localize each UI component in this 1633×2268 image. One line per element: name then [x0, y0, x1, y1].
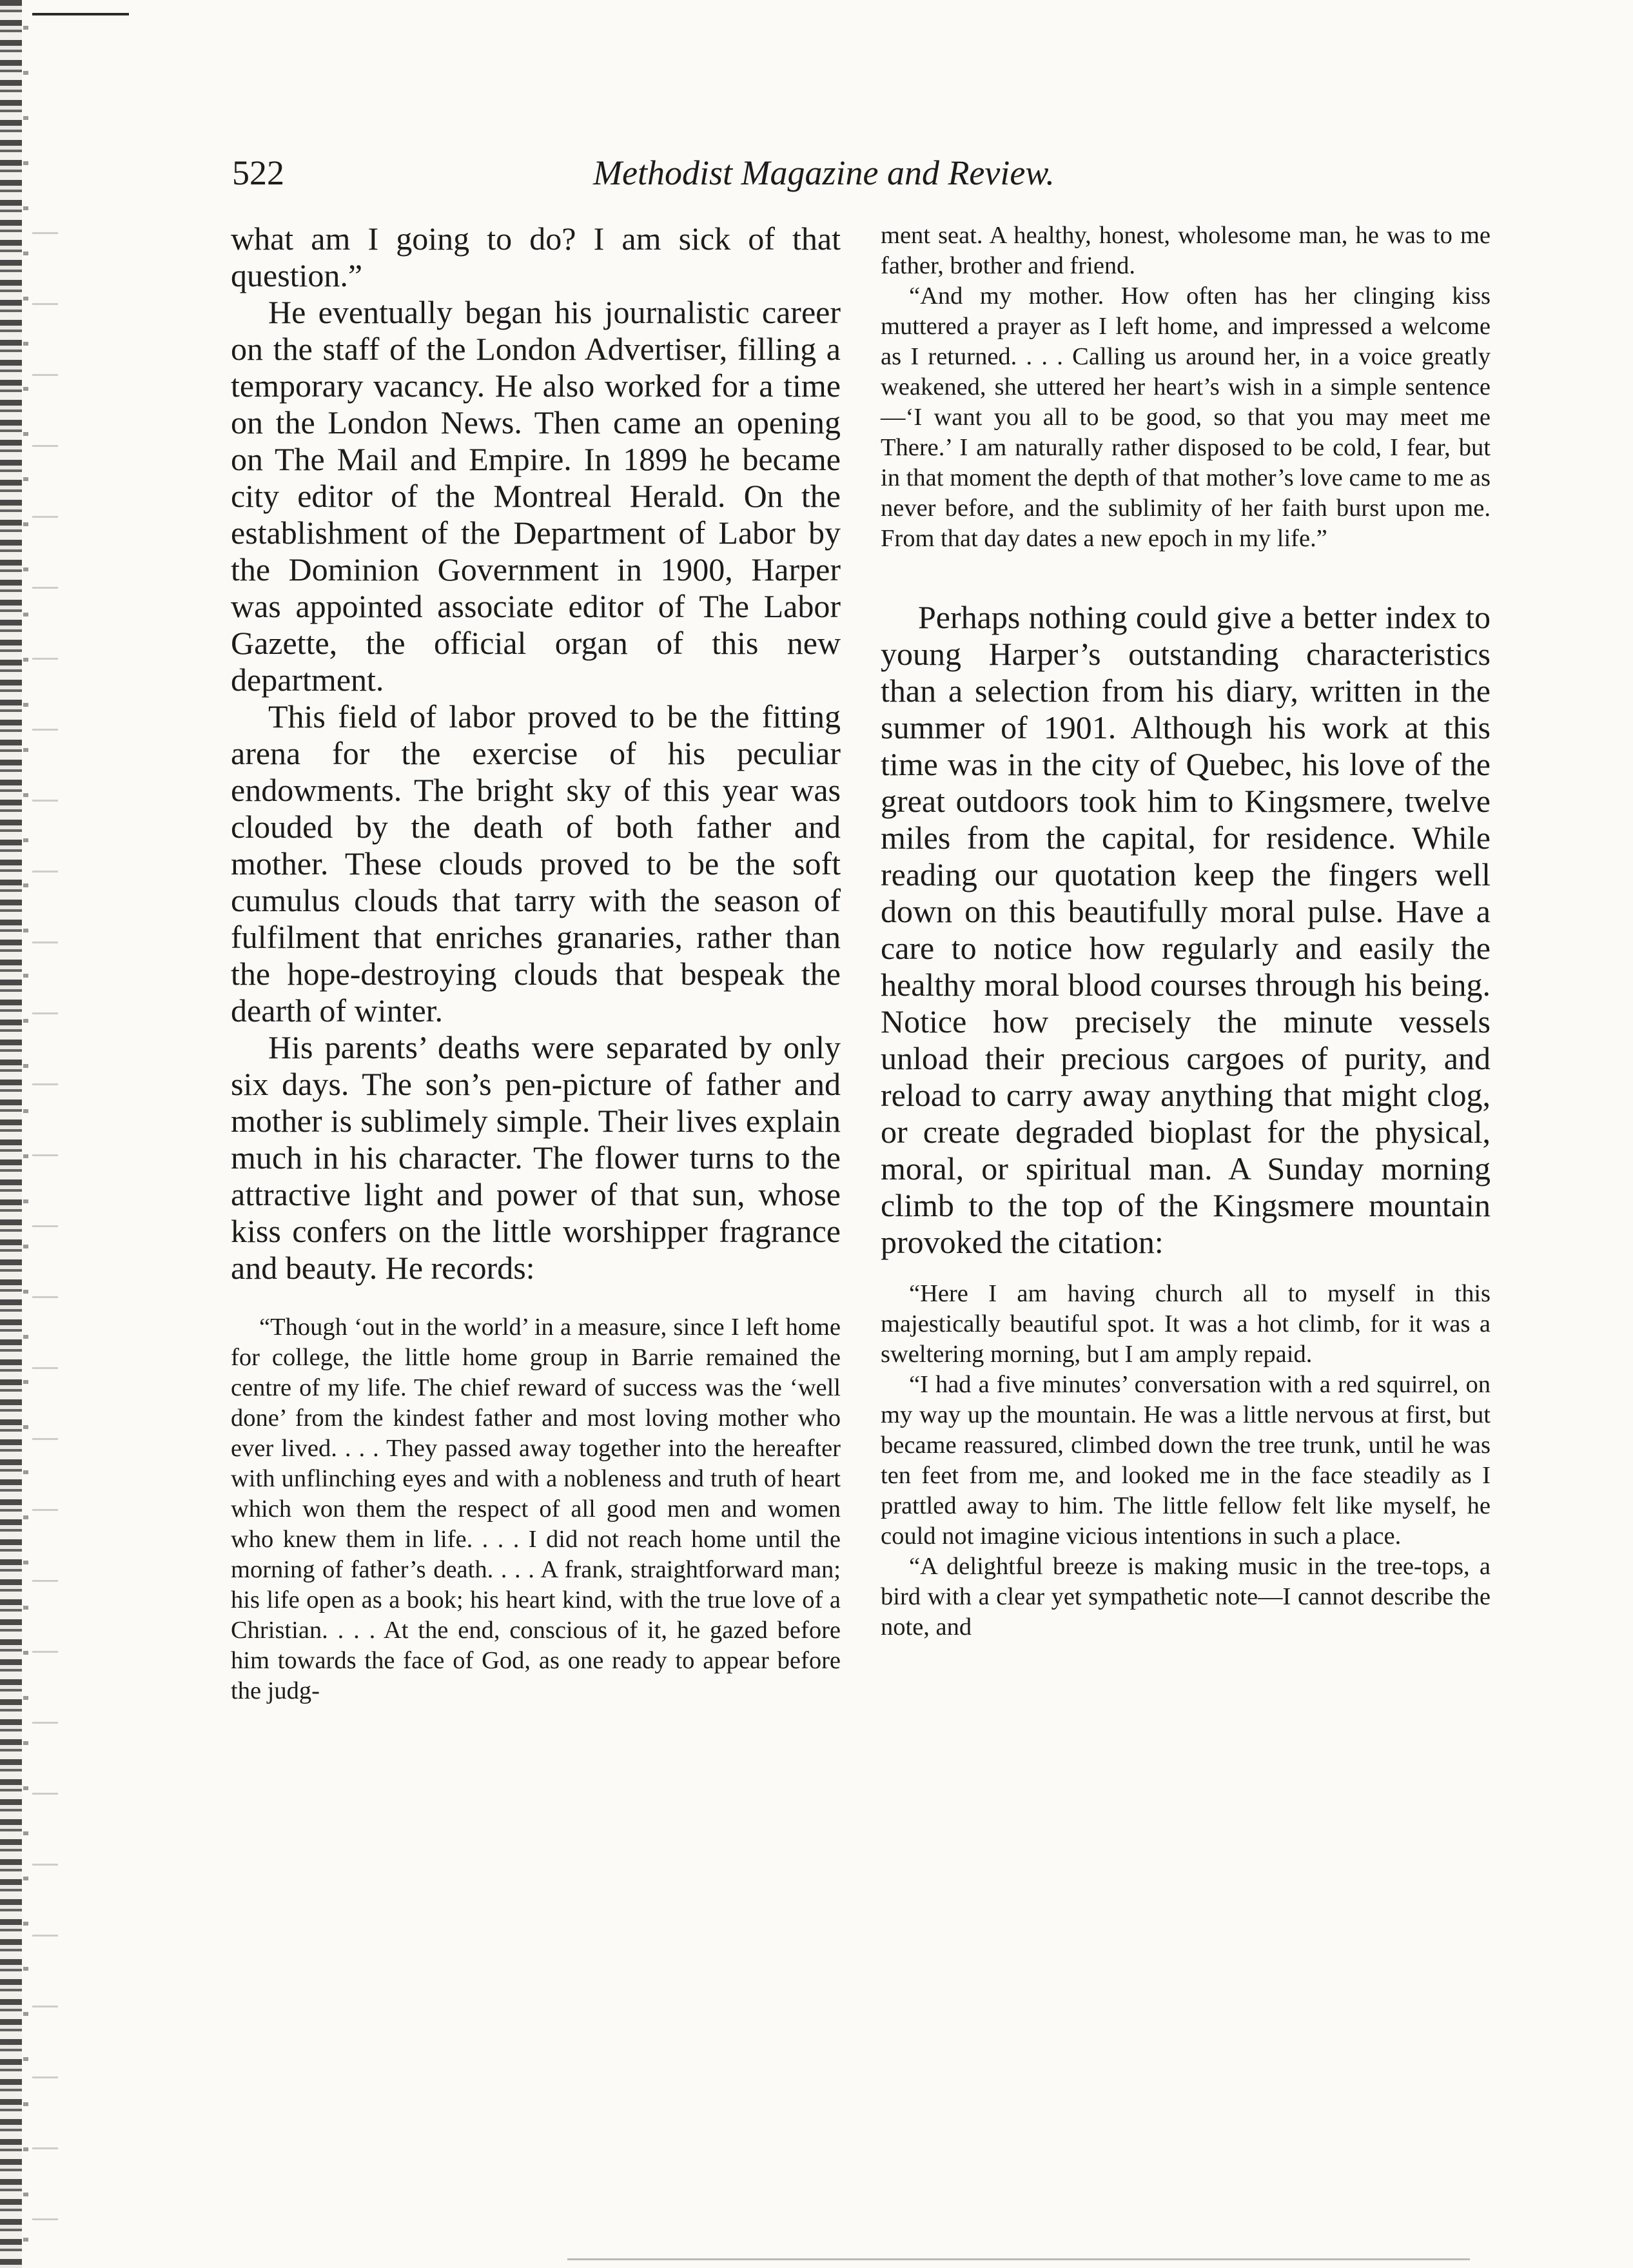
quote-parents-continued: ment seat. A healthy, honest, wholesome man, he was to me father, brother and friend.	[881, 222, 1491, 279]
right-column	[881, 221, 1491, 1642]
page-binding-shadow	[23, 0, 28, 2268]
paragraph-diary: Perhaps nothing could give a better index to young Harper’s outstanding characteristics than a selection from his diary, written in the summer of 1901. Although his work at this time was in the city of Quebec, his love of the great outdoors took him to Kingsmere, twelve miles from the capital, for residence. While reading our quotation keep the fingers well down on this beautifully moral pulse. Have a care to notice how regularly and easily the healthy moral blood courses through his being. Notice how precisely the minute vessels unload their precious cargoes of purity, and reload to carry away anything that might clog, or create degraded bioplast for the physical, moral, or spiritual man. A Sunday morning climb to the top of the Kingsmere mountain provoked the citation:	[881, 599, 1491, 1260]
paragraph-field-of-labor: This field of labor proved to be the fitting arena for the exercise of his peculiar endowments. The bright sky of this year was clouded by the death of both father and mother. These clouds proved to be the soft cumulus clouds that tarry with the season of fulfilment that enriches granaries, rather than the hope-destroying clouds that bespeak the dearth of winter.	[231, 698, 841, 1029]
left-column	[231, 221, 841, 1706]
quote-parents: “Though ‘out in the world’ in a measure, since I left home for college, the little home group in Barrie remained the centre of my life. The chief reward of success was the ‘well done’ from the kindest father and most loving mother who ever lived. . . . They passed away together into the hereafter with unflinching eyes and with a nobleness and truth of heart which won them the respect of all good men and women who knew them in life. . . . I did not reach home until the morning of father’s death. . . . A frank, straightforward man; his life open as a book; his heart kind, with the true love of a Christian. . . . At the end, conscious of it, he gazed before him towards the face of God, as one ready to appear before the judg-	[231, 1314, 841, 1704]
running-head: Methodist Magazine and Review.	[593, 153, 1055, 192]
page-header	[232, 147, 1173, 205]
paragraph-parents-deaths: His parents’ deaths were separated by only six days. The son’s pen-picture of father and mother is sublimely simple. Their lives explain much in his character. The flower turns to the attractive light and power of that sun, whose kiss confers on the little worshipper fragrance and beauty. He records:	[231, 1029, 841, 1286]
quote-squirrel: “I had a five minutes’ conversation with a red squirrel, on my way up the mountain. He was a little nervous at first, but became reassured, climbed down the tree trunk, until he was ten feet from me, and looked me in the face steadily as I prattled away to him. The little fellow felt like myself, he could not imagine vicious intentions in such a place.	[881, 1371, 1491, 1550]
quote-breeze: “A delightful breeze is making music in the tree-tops, a bird with a clear yet sympathetic note—I cannot describe the note, and	[881, 1553, 1491, 1641]
quote-mother: “And my mother. How often has her clinging kiss muttered a prayer as I left home, and impressed a welcome as I returned. . . . Calling us around her, in a voice greatly weakened, she uttered her heart’s wish in a simple sentence—‘I want you all to be good, so that you may meet me There.’ I am naturally rather disposed to be cold, I fear, but in that moment the depth of that mother’s love came to me as never before, and the sublimity of her faith burst upon me. From that day dates a new epoch in my life.”	[881, 282, 1491, 552]
quote-church: “Here I am having church all to myself in this majestically beautiful spot. It was a hot climb, for it was a sweltering morning, but I am amply repaid.	[881, 1280, 1491, 1368]
paragraph-continued: what am I going to do? I am sick of that question.”	[231, 221, 841, 293]
bottom-edge-rule	[567, 2258, 1470, 2260]
page-binding-edge	[0, 0, 22, 2268]
top-corner-rule	[32, 13, 129, 15]
paragraph-career: He eventually began his journalistic career on the staff of the London Advertiser, filling a temporary vacancy. He also worked for a time on the London News. Then came an opening on The Mail and Empire. In 1899 he became city editor of the Montreal Herald. On the establishment of the Department of Labor by the Dominion Government in 1900, Harper was appointed associate editor of The Labor Gazette, the official organ of this new department.	[231, 294, 841, 698]
page-number: 522	[232, 153, 284, 192]
margin-specks	[32, 193, 58, 2257]
